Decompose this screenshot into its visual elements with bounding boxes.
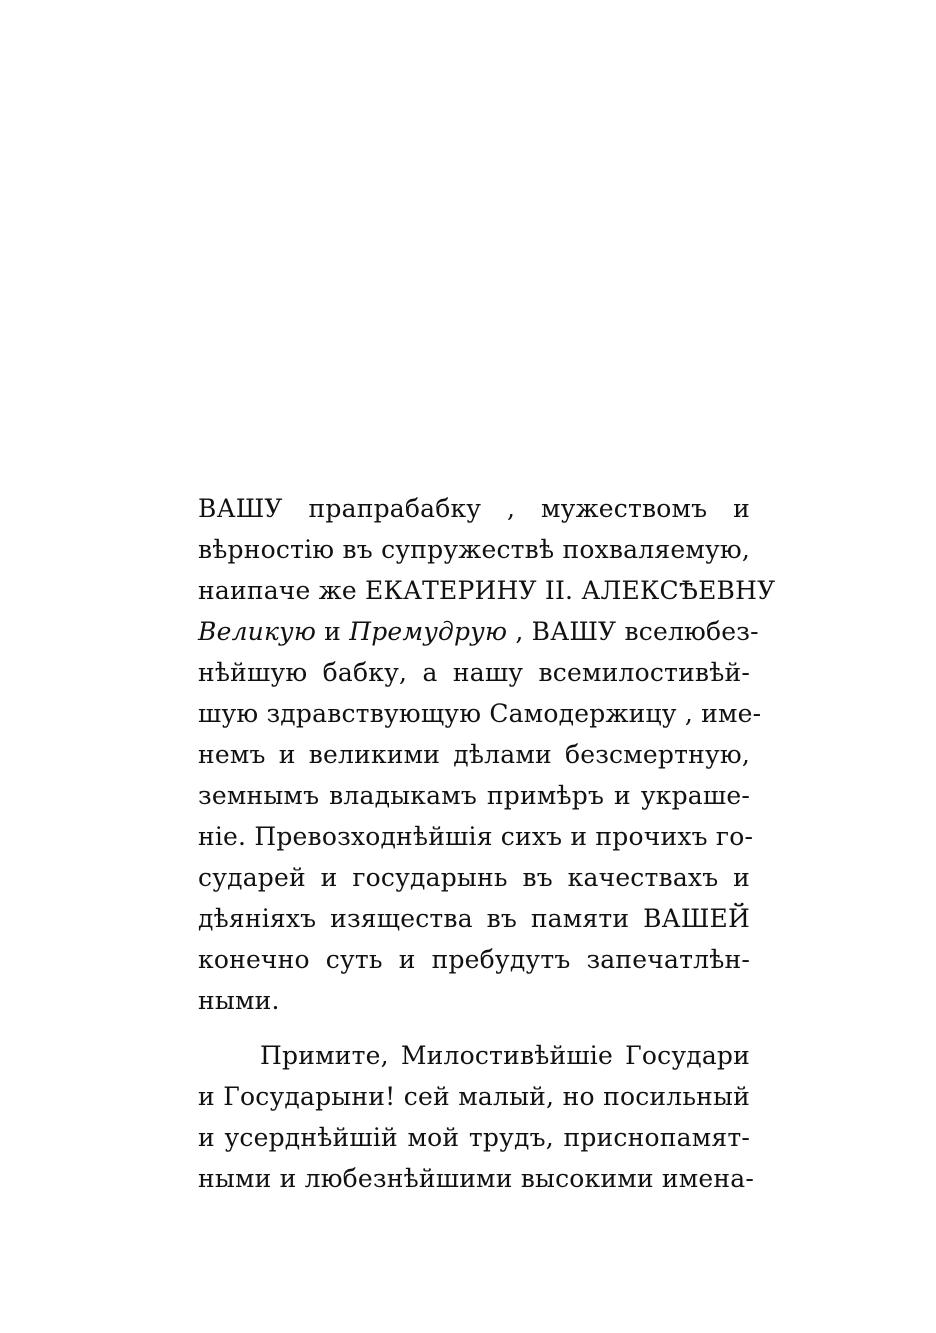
body-text: [198, 488, 776, 1199]
text-line: ными.: [198, 986, 280, 1015]
text-fragment: и: [316, 617, 350, 646]
paragraph-gap: [198, 1021, 750, 1035]
text-line: конечно суть и пребудутъ запечатлѣн-: [198, 945, 750, 974]
text-line: ВАШУ прапрабабку , мужествомъ и: [198, 494, 750, 523]
text-line: и усерднѣйшій мой трудъ, приснопамят-: [198, 1123, 750, 1152]
text-line: Примите, Милостивѣйшіе Государи: [260, 1041, 750, 1070]
text-line: земнымъ владыкамъ примѣръ и украше-: [198, 781, 750, 810]
italic-word: Великую: [198, 617, 317, 646]
text-line: дѣяніяхъ изящества въ памяти ВАШЕЙ: [198, 904, 750, 933]
text-fragment: , ВАШУ вселюбез-: [507, 617, 759, 646]
text-line: ніе. Превозходнѣйшія сихъ и прочихъ го-: [198, 822, 754, 851]
text-line: [198, 611, 759, 652]
text-line: и Государыни! сей малый, но посильный: [198, 1082, 750, 1111]
text-line: наипаче же ЕКАТЕРИНУ II. АЛЕКСѢЕВНУ: [198, 576, 776, 605]
italic-word: Премудрую: [349, 617, 508, 646]
text-line: нѣйшую бабку, а нашу всемилостивѣй-: [198, 658, 750, 687]
text-line: вѣрностію въ супружествѣ похваляемую,: [198, 535, 750, 564]
text-line: немъ и великими дѣлами безсмертную,: [198, 740, 750, 769]
text-line: сударей и государынь въ качествахъ и: [198, 863, 750, 892]
text-line: ными и любезнѣйшими высокими имена-: [198, 1164, 754, 1193]
text-line: шую здравствующую Самодержицу , име-: [198, 699, 762, 728]
